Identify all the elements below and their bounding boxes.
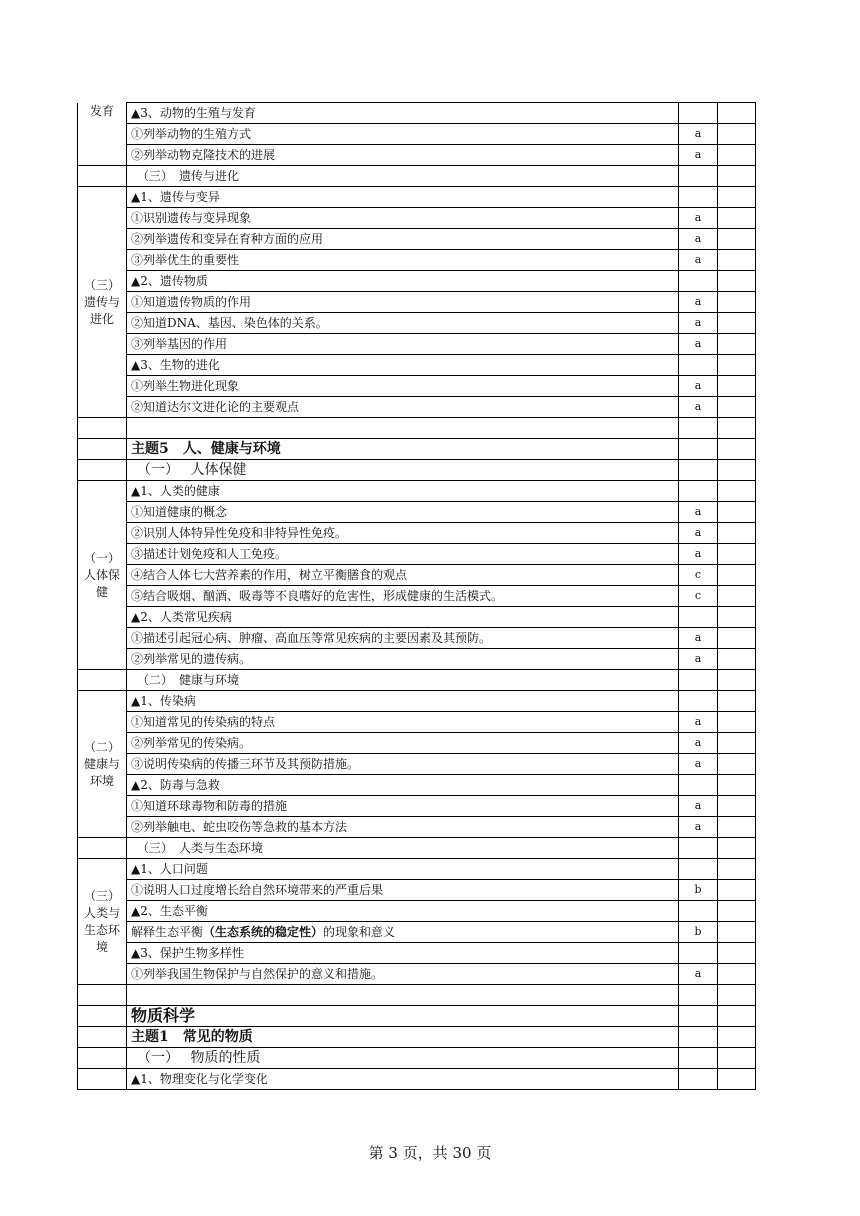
level-cell bbox=[679, 607, 718, 628]
table-row bbox=[78, 397, 756, 418]
empty-cell bbox=[718, 901, 756, 922]
level-cell bbox=[679, 271, 718, 292]
content-cell: ③列举优生的重要性 bbox=[127, 250, 679, 271]
level-cell: a bbox=[679, 145, 718, 166]
level-cell bbox=[679, 166, 718, 187]
content-cell: ②知道达尔文进化论的主要观点 bbox=[127, 397, 679, 418]
content-cell: ①列举动物的生殖方式 bbox=[127, 124, 679, 145]
table-row bbox=[78, 964, 756, 985]
empty-cell bbox=[718, 292, 756, 313]
table-row bbox=[78, 376, 756, 397]
empty-cell bbox=[718, 166, 756, 187]
level-cell: a bbox=[679, 544, 718, 565]
empty-cell bbox=[718, 1069, 756, 1090]
table-row bbox=[78, 334, 756, 355]
table-row bbox=[78, 607, 756, 628]
content-cell: 主题5 人、健康与环境 bbox=[127, 439, 679, 460]
table-row bbox=[78, 859, 756, 880]
content-cell: （三） 人类与生态环境 bbox=[127, 838, 679, 859]
category-cell: 发育 bbox=[78, 103, 127, 166]
category-cell bbox=[78, 418, 127, 439]
level-cell bbox=[679, 1048, 718, 1069]
table-row bbox=[78, 124, 756, 145]
page-footer: 第 3 页，共 30 页 bbox=[368, 1144, 492, 1162]
empty-cell bbox=[718, 964, 756, 985]
content-cell: ①列举我国生物保护与自然保护的意义和措施。 bbox=[127, 964, 679, 985]
table-row bbox=[78, 523, 756, 544]
empty-cell bbox=[718, 460, 756, 481]
empty-cell bbox=[718, 586, 756, 607]
level-cell bbox=[679, 901, 718, 922]
empty-cell bbox=[718, 481, 756, 502]
level-cell bbox=[679, 775, 718, 796]
level-cell bbox=[679, 355, 718, 376]
table-row bbox=[78, 355, 756, 376]
empty-cell bbox=[718, 754, 756, 775]
empty-cell bbox=[718, 208, 756, 229]
content-cell: ③描述计划免疫和人工免疫。 bbox=[127, 544, 679, 565]
empty-cell bbox=[718, 103, 756, 124]
level-cell: a bbox=[679, 124, 718, 145]
empty-cell bbox=[718, 187, 756, 208]
table-row bbox=[78, 1069, 756, 1090]
level-cell: a bbox=[679, 313, 718, 334]
empty-cell bbox=[718, 859, 756, 880]
table-row bbox=[78, 292, 756, 313]
content-cell: ③列举基因的作用 bbox=[127, 334, 679, 355]
empty-cell bbox=[718, 271, 756, 292]
table-row bbox=[78, 313, 756, 334]
empty-cell bbox=[718, 376, 756, 397]
content-cell: 解释生态平衡（生态系统的稳定性）的现象和意义 bbox=[127, 922, 679, 943]
content-cell: ①知道遗传物质的作用 bbox=[127, 292, 679, 313]
empty-cell bbox=[718, 943, 756, 964]
category-cell bbox=[78, 985, 127, 1006]
empty-cell bbox=[718, 145, 756, 166]
level-cell bbox=[679, 1069, 718, 1090]
empty-cell bbox=[718, 922, 756, 943]
table-row bbox=[78, 418, 756, 439]
level-cell: a bbox=[679, 397, 718, 418]
level-cell: a bbox=[679, 796, 718, 817]
empty-cell bbox=[718, 1006, 756, 1027]
content-cell: ②列举动物克隆技术的进展 bbox=[127, 145, 679, 166]
category-cell: （一）人体保健 bbox=[78, 481, 127, 670]
empty-cell bbox=[718, 628, 756, 649]
level-cell: b bbox=[679, 922, 718, 943]
level-cell: a bbox=[679, 250, 718, 271]
level-cell bbox=[679, 985, 718, 1006]
table-row bbox=[78, 880, 756, 901]
table-row bbox=[78, 733, 756, 754]
table-row bbox=[78, 796, 756, 817]
content-cell: ①描述引起冠心病、肿瘤、高血压等常见疾病的主要因素及其预防。 bbox=[127, 628, 679, 649]
content-cell: （一） 人体保健 bbox=[127, 460, 679, 481]
empty-cell bbox=[718, 775, 756, 796]
empty-cell bbox=[718, 313, 756, 334]
category-cell bbox=[78, 670, 127, 691]
level-cell: a bbox=[679, 733, 718, 754]
content-cell: ▲1、传染病 bbox=[127, 691, 679, 712]
table-row bbox=[78, 544, 756, 565]
content-cell: ②列举遗传和变异在育种方面的应用 bbox=[127, 229, 679, 250]
table-row bbox=[78, 460, 756, 481]
table-row bbox=[78, 271, 756, 292]
content-cell: ②列举常见的遗传病。 bbox=[127, 649, 679, 670]
empty-cell bbox=[718, 649, 756, 670]
empty-cell bbox=[718, 124, 756, 145]
content-cell: ②识别人体特异性免疫和非特异性免疫。 bbox=[127, 523, 679, 544]
empty-cell bbox=[718, 334, 756, 355]
table-row bbox=[78, 481, 756, 502]
empty-cell bbox=[718, 1027, 756, 1048]
level-cell bbox=[679, 1006, 718, 1027]
content-cell: ▲1、遗传与变异 bbox=[127, 187, 679, 208]
category-cell bbox=[78, 460, 127, 481]
category-cell: （三）遗传与进化 bbox=[78, 187, 127, 418]
table-row bbox=[78, 985, 756, 1006]
table-row bbox=[78, 712, 756, 733]
table-row bbox=[78, 838, 756, 859]
level-cell bbox=[679, 691, 718, 712]
category-cell bbox=[78, 166, 127, 187]
table-row bbox=[78, 1006, 756, 1027]
table-row bbox=[78, 817, 756, 838]
level-cell: a bbox=[679, 376, 718, 397]
content-cell: （一） 物质的性质 bbox=[127, 1048, 679, 1069]
empty-cell bbox=[718, 712, 756, 733]
table-row bbox=[78, 439, 756, 460]
level-cell: a bbox=[679, 712, 718, 733]
empty-cell bbox=[718, 985, 756, 1006]
empty-cell bbox=[718, 544, 756, 565]
level-cell bbox=[679, 838, 718, 859]
empty-cell bbox=[718, 733, 756, 754]
content-cell: （三） 遗传与进化 bbox=[127, 166, 679, 187]
empty-cell bbox=[718, 565, 756, 586]
empty-cell bbox=[718, 880, 756, 901]
empty-cell bbox=[718, 418, 756, 439]
level-cell bbox=[679, 943, 718, 964]
level-cell: a bbox=[679, 754, 718, 775]
table-row bbox=[78, 145, 756, 166]
empty-cell bbox=[718, 817, 756, 838]
empty-cell bbox=[718, 691, 756, 712]
empty-cell bbox=[718, 355, 756, 376]
level-cell: a bbox=[679, 208, 718, 229]
level-cell: a bbox=[679, 817, 718, 838]
category-cell bbox=[78, 1027, 127, 1048]
content-cell: 物质科学 bbox=[127, 1006, 679, 1027]
table-row bbox=[78, 691, 756, 712]
level-cell: a bbox=[679, 292, 718, 313]
level-cell: a bbox=[679, 628, 718, 649]
category-cell: （二）健康与环境 bbox=[78, 691, 127, 838]
content-cell: 主题1 常见的物质 bbox=[127, 1027, 679, 1048]
content-cell: ①知道环球毒物和防毒的措施 bbox=[127, 796, 679, 817]
level-cell bbox=[679, 187, 718, 208]
content-cell: ▲1、人类的健康 bbox=[127, 481, 679, 502]
table-row bbox=[78, 775, 756, 796]
table-row bbox=[78, 1048, 756, 1069]
level-cell bbox=[679, 859, 718, 880]
category-cell bbox=[78, 439, 127, 460]
level-cell bbox=[679, 460, 718, 481]
level-cell: a bbox=[679, 964, 718, 985]
empty-cell bbox=[718, 439, 756, 460]
empty-cell bbox=[718, 397, 756, 418]
level-cell bbox=[679, 1027, 718, 1048]
category-cell bbox=[78, 1069, 127, 1090]
empty-cell bbox=[718, 796, 756, 817]
curriculum-table bbox=[77, 102, 756, 1090]
level-cell: c bbox=[679, 565, 718, 586]
level-cell bbox=[679, 481, 718, 502]
category-cell bbox=[78, 838, 127, 859]
level-cell: b bbox=[679, 880, 718, 901]
table-row bbox=[78, 628, 756, 649]
empty-cell bbox=[718, 250, 756, 271]
table-row bbox=[78, 208, 756, 229]
level-cell: a bbox=[679, 229, 718, 250]
table-row bbox=[78, 250, 756, 271]
content-cell: ①识别遗传与变异现象 bbox=[127, 208, 679, 229]
table-row bbox=[78, 1027, 756, 1048]
level-cell bbox=[679, 418, 718, 439]
content-cell: ④结合人体七大营养素的作用，树立平衡膳食的观点 bbox=[127, 565, 679, 586]
category-cell bbox=[78, 1006, 127, 1027]
table-row bbox=[78, 670, 756, 691]
content-cell: ▲3、生物的进化 bbox=[127, 355, 679, 376]
empty-cell bbox=[718, 1048, 756, 1069]
level-cell bbox=[679, 103, 718, 124]
table-row bbox=[78, 103, 756, 124]
level-cell: a bbox=[679, 334, 718, 355]
content-cell: ▲2、遗传物质 bbox=[127, 271, 679, 292]
level-cell: a bbox=[679, 649, 718, 670]
content-cell bbox=[127, 985, 679, 1006]
table-row bbox=[78, 754, 756, 775]
content-cell: ②知道DNA、基因、染色体的关系。 bbox=[127, 313, 679, 334]
table-row bbox=[78, 565, 756, 586]
content-cell: ▲1、人口问题 bbox=[127, 859, 679, 880]
content-cell: ▲2、防毒与急救 bbox=[127, 775, 679, 796]
content-cell: ②列举触电、蛇虫咬伤等急救的基本方法 bbox=[127, 817, 679, 838]
table-row bbox=[78, 166, 756, 187]
empty-cell bbox=[718, 502, 756, 523]
level-cell: c bbox=[679, 586, 718, 607]
level-cell bbox=[679, 439, 718, 460]
category-cell: （三）人类与生态环境 bbox=[78, 859, 127, 985]
content-cell bbox=[127, 418, 679, 439]
empty-cell bbox=[718, 523, 756, 544]
content-cell: （二） 健康与环境 bbox=[127, 670, 679, 691]
content-cell: ▲2、生态平衡 bbox=[127, 901, 679, 922]
empty-cell bbox=[718, 838, 756, 859]
table-row bbox=[78, 187, 756, 208]
level-cell: a bbox=[679, 523, 718, 544]
table-row bbox=[78, 901, 756, 922]
table-row bbox=[78, 502, 756, 523]
table-row bbox=[78, 586, 756, 607]
table-row bbox=[78, 922, 756, 943]
content-cell: ▲2、人类常见疾病 bbox=[127, 607, 679, 628]
table-row bbox=[78, 229, 756, 250]
empty-cell bbox=[718, 229, 756, 250]
level-cell: a bbox=[679, 502, 718, 523]
content-cell: ①说明人口过度增长给自然环境带来的严重后果 bbox=[127, 880, 679, 901]
content-cell: ①知道健康的概念 bbox=[127, 502, 679, 523]
content-cell: ▲3、动物的生殖与发育 bbox=[127, 103, 679, 124]
content-cell: ⑤结合吸烟、酗酒、吸毒等不良嗜好的危害性，形成健康的生活模式。 bbox=[127, 586, 679, 607]
content-cell: ①列举生物进化现象 bbox=[127, 376, 679, 397]
content-cell: ①知道常见的传染病的特点 bbox=[127, 712, 679, 733]
content-cell: ②列举常见的传染病。 bbox=[127, 733, 679, 754]
empty-cell bbox=[718, 670, 756, 691]
empty-cell bbox=[718, 607, 756, 628]
level-cell bbox=[679, 670, 718, 691]
content-cell: ③说明传染病的传播三环节及其预防措施。 bbox=[127, 754, 679, 775]
content-cell: ▲1、物理变化与化学变化 bbox=[127, 1069, 679, 1090]
table-row bbox=[78, 649, 756, 670]
category-cell bbox=[78, 1048, 127, 1069]
table-row bbox=[78, 943, 756, 964]
content-cell: ▲3、保护生物多样性 bbox=[127, 943, 679, 964]
